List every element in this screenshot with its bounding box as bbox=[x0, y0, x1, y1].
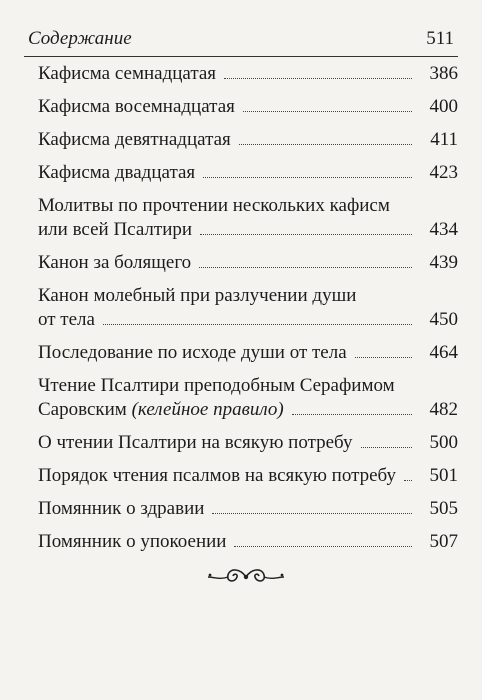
toc-entry-page: 501 bbox=[429, 465, 458, 486]
toc-entry-page: 482 bbox=[429, 399, 458, 420]
toc-entry-title-line: от тела bbox=[38, 309, 95, 330]
toc-entry-page: 439 bbox=[429, 252, 458, 273]
toc-entry-title: Канон за болящего bbox=[38, 252, 192, 273]
toc-entry-title-italic: (келейное правило) bbox=[131, 399, 284, 420]
toc-entry-title-line: Молитвы по прочтении нескольких кафисм bbox=[38, 195, 390, 216]
toc-entry bbox=[38, 95, 458, 119]
toc-entry-title: Помянник о здравии bbox=[38, 498, 205, 519]
toc-entry-page: 500 bbox=[429, 432, 458, 453]
dot-leader bbox=[234, 546, 412, 547]
dot-leader bbox=[199, 267, 412, 268]
dot-leader bbox=[239, 144, 412, 145]
toc-entry-title: Кафисма девятнадцатая bbox=[38, 129, 231, 150]
toc-entry-page: 464 bbox=[429, 342, 458, 363]
toc-entry-title: Помянник о упокоении bbox=[38, 531, 227, 552]
toc-entry-page: 400 bbox=[429, 96, 458, 117]
toc-entry-page: 505 bbox=[429, 498, 458, 519]
dot-leader bbox=[212, 513, 412, 514]
dot-leader bbox=[103, 324, 412, 325]
toc-entry bbox=[38, 497, 458, 521]
toc-entry bbox=[38, 431, 458, 455]
toc-entry-title: Кафисма восемнадцатая bbox=[38, 96, 235, 117]
toc-entry-page: 411 bbox=[430, 129, 458, 150]
dot-leader bbox=[361, 447, 413, 448]
toc-entry-title: Последование по исходе души от тела bbox=[38, 342, 347, 363]
toc-entry-title: Порядок чтения псалмов на всякую потребу bbox=[38, 465, 397, 486]
toc-entry bbox=[38, 161, 458, 185]
toc-entry bbox=[38, 62, 458, 86]
dot-leader bbox=[243, 111, 412, 112]
toc-entry bbox=[38, 530, 458, 554]
toc-entry-page: 386 bbox=[429, 63, 458, 84]
toc-entry-page: 423 bbox=[429, 162, 458, 183]
toc-entry-page: 450 bbox=[429, 309, 458, 330]
header-page-number: 511 bbox=[426, 28, 454, 49]
header-rule bbox=[24, 56, 458, 57]
running-header bbox=[24, 24, 458, 50]
toc-entry-title: Кафисма семнадцатая bbox=[38, 63, 217, 84]
toc-entry-page: 507 bbox=[429, 531, 458, 552]
dot-leader bbox=[200, 234, 412, 235]
toc-entry bbox=[38, 194, 458, 242]
toc-entry bbox=[38, 374, 458, 422]
dot-leader bbox=[224, 78, 412, 79]
toc-entry-title-line: Канон молебный при разлучении души bbox=[38, 285, 357, 306]
decorative-ornament-icon bbox=[206, 566, 286, 588]
toc-entry bbox=[38, 128, 458, 152]
toc-entry-title-line: или всей Псалтири bbox=[38, 219, 193, 240]
toc-entry-title-line: Чтение Псалтири преподобным Серафимом bbox=[38, 375, 395, 396]
toc-entry bbox=[38, 341, 458, 365]
header-title: Содержание bbox=[28, 28, 132, 49]
dot-leader bbox=[292, 414, 412, 415]
dot-leader bbox=[355, 357, 412, 358]
dot-leader bbox=[404, 480, 412, 481]
toc-entry-title-line bbox=[38, 398, 284, 422]
dot-leader bbox=[203, 177, 412, 178]
toc-entry-title-part: Саровским bbox=[38, 399, 127, 420]
toc-entry bbox=[38, 251, 458, 275]
toc-entry bbox=[38, 284, 458, 332]
toc-entry bbox=[38, 464, 458, 488]
toc-entry-title: Кафисма двадцатая bbox=[38, 162, 196, 183]
toc-entry-title: О чтении Псалтири на всякую потребу bbox=[38, 432, 353, 453]
toc-entry-page: 434 bbox=[429, 219, 458, 240]
table-of-contents bbox=[38, 62, 458, 563]
